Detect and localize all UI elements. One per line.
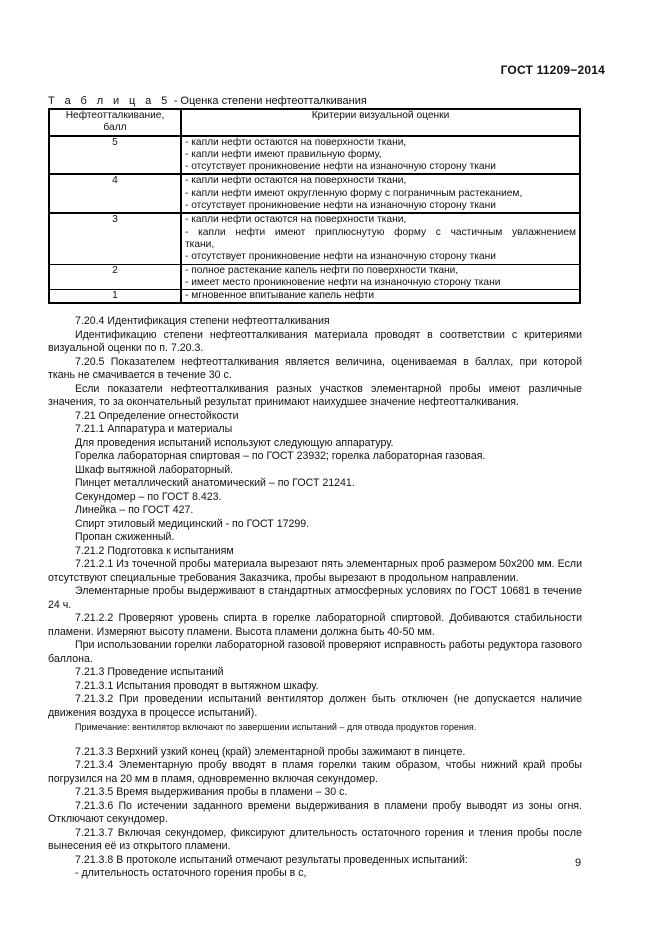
table-row xyxy=(49,290,580,304)
criteria-line: - отсутствует проникновение нефти на изнаночную сторону ткани xyxy=(185,200,496,212)
criteria-cell xyxy=(181,136,580,175)
section-heading-7-21-3: 7.21.3 Проведение испытаний xyxy=(75,666,224,678)
criteria-line: ткани, xyxy=(185,238,215,250)
paragraph: При использовании горелки лабораторной газовой проверяют исправность работы редуктора газового баллона. xyxy=(48,639,582,665)
paragraph: Элементарные пробы выдерживают в стандартных атмосферных условиях по ГОСТ 10681 в течение 24 ч. xyxy=(48,585,582,611)
criteria-line: - отсутствует проникновение нефти на изнаночную сторону ткани xyxy=(185,161,496,173)
page-number: 9 xyxy=(575,857,582,869)
document-standard-header: ГОСТ 11209−2014 xyxy=(500,63,605,77)
criteria-line: - капли нефти имеют округленную форму с пограничным растеканием, xyxy=(185,187,523,199)
paragraph-7-20-5: 7.20.5 Показателем нефтеотталкивания является величина, оцениваемая в баллах, при которой ткань не смачивается в течение 30 с. xyxy=(48,355,582,381)
criteria-cell xyxy=(181,290,580,304)
apparatus-item: Пинцет металлический анатомический – по ГОСТ 21241. xyxy=(75,477,355,489)
table-header-row xyxy=(49,109,580,136)
paragraph-7-21-3-7: 7.21.3.7 Включая секундомер, фиксируют длительность остаточного горения и тления пробы после вынесения её из открытого пламени. xyxy=(48,826,582,852)
table-row xyxy=(49,174,580,213)
table-caption xyxy=(48,95,367,107)
section-heading-7-21-2: 7.21.2 Подготовка к испытаниям xyxy=(75,544,234,557)
score-cell: 4 xyxy=(49,174,181,213)
criteria-line: - мгновенное впитывание капель нефти xyxy=(185,290,375,302)
apparatus-item: Пропан сжиженный. xyxy=(75,531,175,543)
table-caption-title: Оценка степени нефтеотталкивания xyxy=(180,95,367,107)
paragraph-7-21-2-1: 7.21.2.1 Из точечной пробы материала вырезают пять элементарных проб размером 50x200 мм. Если отсутствуют специальные требования Заказчика, пробы вырезают в продольном направлении. xyxy=(48,558,582,584)
column-header-criteria: Критерии визуальной оценки xyxy=(181,109,580,136)
paragraph-7-21-3-3: 7.21.3.3 Верхний узкий конец (край) элементарной пробы зажимают в пинцете. xyxy=(75,745,466,758)
score-cell: 1 xyxy=(49,290,181,304)
table-row xyxy=(49,264,580,290)
score-cell: 2 xyxy=(49,264,181,290)
apparatus-item: Спирт этиловый медицинский - по ГОСТ 17299. xyxy=(75,517,310,530)
paragraph-7-21-3-1: 7.21.3.1 Испытания проводят в вытяжном шкафу. xyxy=(75,679,319,692)
apparatus-item: Линейка – по ГОСТ 427. xyxy=(75,504,194,516)
table-caption-label: Т а б л и ц а 5 xyxy=(48,95,171,107)
note: Примечание: вентилятор включают по завершении испытаний – для отвода продуктов горения. xyxy=(75,722,477,732)
oil-repellency-table xyxy=(48,108,581,304)
list-item: - длительность остаточного горения пробы в с, xyxy=(75,867,307,879)
section-heading-7-21: 7.21 Определение огнестойкости xyxy=(75,409,239,422)
score-cell: 5 xyxy=(49,136,181,175)
paragraph-7-21-2-2: 7.21.2.2 Проверяют уровень спирта в горелке лабораторной спиртовой. Добиваются стабильности пламени. Измеряют высоту пламени. Высота пламени должна быть 40-50 мм. xyxy=(48,612,582,638)
criteria-line: - капли нефти имеют правильную форму, xyxy=(185,148,382,160)
paragraph-7-21-3-8: 7.21.3.8 В протоколе испытаний отмечают результаты проведенных испытаний: xyxy=(75,853,468,866)
criteria-cell xyxy=(181,213,580,264)
apparatus-item: Секундомер – по ГОСТ 8.423. xyxy=(75,490,222,503)
paragraph: Идентификацию степени нефтеотталкивания материала проводят в соответствии с критериями визуальной оценки по п. 7.20.3. xyxy=(48,328,582,354)
table-row xyxy=(49,213,580,264)
paragraph-7-21-3-2: 7.21.3.2 При проведении испытаний вентилятор должен быть отключен (не допускается наличие движения воздуха в процессе испытаний). xyxy=(48,693,582,719)
criteria-line: - капли нефти остаются на поверхности ткани, xyxy=(185,214,407,226)
section-heading-7-21-1: 7.21.1 Аппаратура и материалы xyxy=(75,423,233,435)
apparatus-item: Шкаф вытяжной лабораторный. xyxy=(75,463,234,476)
criteria-line: - отсутствует проникновение нефти на изнаночную сторону ткани xyxy=(185,251,496,263)
criteria-cell xyxy=(181,264,580,290)
paragraph-7-21-3-6: 7.21.3.6 По истечении заданного времени выдерживания в пламени пробу выводят из зоны огня. Отключают секундомер. xyxy=(48,799,582,825)
criteria-cell xyxy=(181,174,580,213)
paragraph: Для проведения испытаний используют следующую аппаратуру. xyxy=(75,436,394,449)
document-body xyxy=(48,315,582,881)
paragraph: Если показатели нефтеотталкивания разных участков элементарной пробы имеют различные значения, то за окончательный результат принимают наихудшее значение нефтеотталкивания. xyxy=(48,382,582,408)
criteria-line: - капли нефти остаются на поверхности ткани, xyxy=(185,136,407,148)
criteria-line: - полное растекание капель нефти по поверхности ткани, xyxy=(185,264,459,276)
criteria-line: - капли нефти остаются на поверхности ткани, xyxy=(185,175,407,187)
paragraph-7-21-3-4: 7.21.3.4 Элементарную пробу вводят в пламя горелки таким образом, чтобы нижний край пробы погрузился на 20 мм в пламя, одновременно включая секундомер. xyxy=(48,759,582,785)
column-header-score: Нефтеотталкивание, балл xyxy=(49,109,181,136)
table-row xyxy=(49,136,580,175)
apparatus-item: Горелка лабораторная спиртовая – по ГОСТ 23932; горелка лабораторная газовая. xyxy=(75,450,486,462)
table-caption-separator: - xyxy=(170,95,181,107)
paragraph-7-21-3-5: 7.21.3.5 Время выдерживания пробы в пламени – 30 с. xyxy=(75,786,348,798)
criteria-line: - имеет место проникновение нефти на изнаночную сторону ткани xyxy=(185,276,501,288)
section-heading-7-20-4: 7.20.4 Идентификация степени нефтеотталкивания xyxy=(75,315,330,327)
criteria-line: - капли нефти имеют приплюснутую форму с частичным увлажнением xyxy=(185,226,576,238)
score-cell: 3 xyxy=(49,213,181,264)
